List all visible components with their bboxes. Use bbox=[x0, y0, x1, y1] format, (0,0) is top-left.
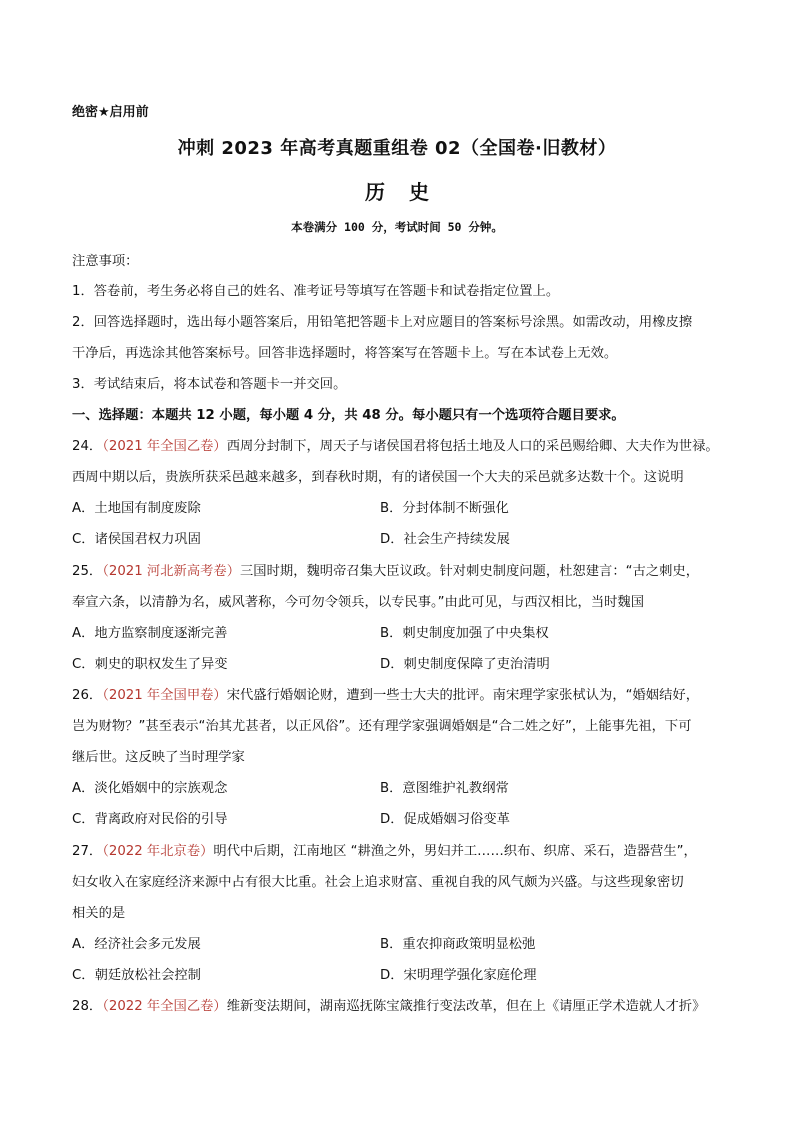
question-24-option-c: C．诸侯国君权力巩固 bbox=[72, 532, 201, 547]
question-25-option-c: C．刺史的职权发生了异变 bbox=[72, 657, 228, 672]
question-27-line-3: 相关的是 bbox=[72, 906, 126, 921]
question-26-option-c: C．背离政府对民俗的引导 bbox=[72, 812, 228, 827]
question-26-line-2: 岂为财物？”甚至表示“治其尤甚者，以正风俗”。还有理学家强调婚姻是“合二姓之好”，上能事先祖，下可 bbox=[72, 719, 692, 734]
question-26-line-3: 继后世。这反映了当时理学家 bbox=[72, 750, 245, 765]
question-26-line-1 bbox=[72, 684, 699, 703]
question-27-option-d: D．宋明理学强化家庭伦理 bbox=[380, 968, 537, 983]
question-25-option-d: D．刺史制度保障了吏治清明 bbox=[380, 657, 550, 672]
question-27-option-b: B．重农抑商政策明显松弛 bbox=[380, 937, 536, 952]
question-27-option-c: C．朝廷放松社会控制 bbox=[72, 968, 201, 983]
question-28-line-1 bbox=[72, 995, 705, 1014]
question-24-option-a: A．土地国有制度废除 bbox=[72, 501, 201, 516]
notes-heading: 注意事项： bbox=[72, 254, 139, 269]
question-number: 27． bbox=[72, 844, 103, 859]
exam-title: 冲刺 2023 年高考真题重组卷 02（全国卷·旧教材） bbox=[177, 138, 617, 159]
exam-info: 本卷满分 100 分，考试时间 50 分钟。 bbox=[291, 220, 503, 234]
question-source: （2021 河北新高考卷） bbox=[102, 564, 241, 579]
question-text: 明代中后期，江南地区 “耕渔之外，男妇并工……织布、织席、采石，造器营生”， bbox=[213, 844, 697, 859]
secret-label: 绝密★启用前 bbox=[72, 105, 149, 120]
note-1: 1．答卷前，考生务必将自己的姓名、准考证号等填写在答题卡和试卷指定位置上。 bbox=[72, 284, 560, 299]
question-text: 三国时期，魏明帝召集大臣议政。针对刺史制度问题，杜恕建言：“古之刺史， bbox=[240, 564, 699, 579]
subject-title: 历史 bbox=[365, 180, 453, 204]
question-source: （2022 年全国乙卷） bbox=[102, 999, 227, 1014]
question-source: （2021 年全国甲卷） bbox=[102, 688, 227, 703]
question-27-option-a: A．经济社会多元发展 bbox=[72, 937, 201, 952]
question-number: 28． bbox=[72, 999, 103, 1014]
question-24-line-2: 西周中期以后，贵族所获采邑越来越多，到春秋时期，有的诸侯国一个大夫的采邑就多达数十个。这说明 bbox=[72, 470, 684, 485]
question-25-line-2: 奉宣六条，以清静为名，威风著称，今可勿令领兵，以专民事。”由此可见，与西汉相比，当时魏国 bbox=[72, 595, 645, 610]
question-24-option-b: B．分封体制不断强化 bbox=[380, 501, 509, 516]
note-2-line-1: 2．回答选择题时，选出每小题答案后，用铅笔把答题卡上对应题目的答案标号涂黑。如需改动，用橡皮擦 bbox=[72, 315, 693, 330]
question-source: （2021 年全国乙卷） bbox=[102, 439, 227, 454]
note-3: 3．考试结束后，将本试卷和答题卡一并交回。 bbox=[72, 377, 347, 392]
question-24-line-1 bbox=[72, 435, 719, 454]
note-2-line-2: 干净后，再选涂其他答案标号。回答非选择题时，将答案写在答题卡上。写在本试卷上无效。 bbox=[72, 346, 618, 361]
question-25-line-1 bbox=[72, 560, 699, 579]
question-source: （2022 年北京卷） bbox=[102, 844, 214, 859]
question-text: 西周分封制下，周天子与诸侯国君将包括土地及人口的采邑赐给卿、大夫作为世禄。 bbox=[226, 439, 719, 454]
question-26-option-a: A．淡化婚姻中的宗族观念 bbox=[72, 781, 228, 796]
question-text: 宋代盛行婚姻论财，遭到一些士大夫的批评。南宋理学家张栻认为，“婚姻结好， bbox=[226, 688, 699, 703]
question-number: 25． bbox=[72, 564, 103, 579]
section-heading: 一、选择题：本题共 12 小题，每小题 4 分，共 48 分。每小题只有一个选项符合题目要求。 bbox=[72, 408, 625, 423]
question-27-line-1 bbox=[72, 840, 697, 859]
question-25-option-a: A．地方监察制度逐渐完善 bbox=[72, 626, 228, 641]
question-text: 维新变法期间，湖南巡抚陈宝箴推行变法改革，但在上《请厘正学术造就人才折》 bbox=[226, 999, 706, 1014]
question-26-option-d: D．促成婚姻习俗变革 bbox=[380, 812, 510, 827]
question-number: 24． bbox=[72, 439, 103, 454]
question-24-option-d: D．社会生产持续发展 bbox=[380, 532, 510, 547]
question-27-line-2: 妇女收入在家庭经济来源中占有很大比重。社会上追求财富、重视自我的风气颇为兴盛。与这些现象密切 bbox=[72, 875, 684, 890]
question-25-option-b: B．刺史制度加强了中央集权 bbox=[380, 626, 549, 641]
question-number: 26． bbox=[72, 688, 103, 703]
question-26-option-b: B．意图维护礼教纲常 bbox=[380, 781, 509, 796]
